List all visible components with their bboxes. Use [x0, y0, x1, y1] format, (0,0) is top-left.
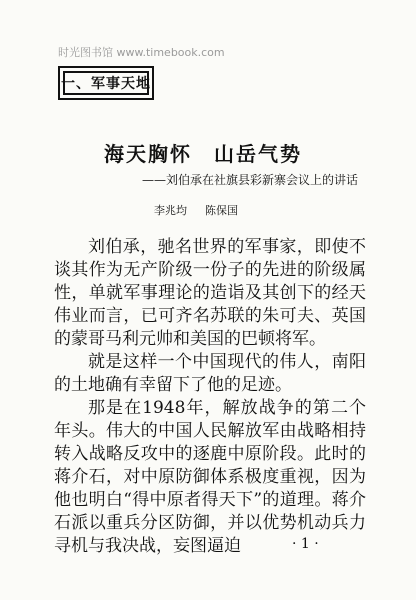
author-name: 李兆均 [154, 204, 187, 217]
watermark-text: 时光图书馆 www.timebook.com [58, 46, 225, 59]
body-paragraph: 刘伯承，驰名世界的军事家，即使不谈其作为无产阶级一份子的先进的阶级属性，单就军事理论的造诣及其创下的经天伟业而言，已可齐名苏联的朱可夫、英国的蒙哥马利元帅和美国的巴顿将军。 [54, 237, 366, 349]
article-title: 海天胸怀 山岳气势 [104, 142, 302, 166]
article-authors [154, 202, 314, 218]
body-paragraph: 就是这样一个中国现代的伟人，南阳的土地确有幸留下了他的足迹。 [54, 352, 366, 395]
article-body [54, 236, 366, 558]
section-header-box [58, 66, 154, 100]
article-subtitle: ——刘伯承在社旗县彩新寨会议上的讲话 [142, 173, 359, 187]
body-paragraph: 那是在1948年，解放战争的第二个年头。伟大的中国人民解放军由战略相持转入战略反攻中的逐鹿中原阶段。此时的蒋介石，对中原防御体系极度重视，因为他也明白“得中原者得天下”的道理。蒋介石派以重兵分区防御，并以优势机动兵力寻机与我决战，妄图逼迫 [54, 398, 366, 556]
section-header-label: 一、军事天地 [63, 71, 149, 95]
author-name: 陈保国 [205, 204, 238, 217]
page-number: · 1 · [292, 536, 319, 552]
